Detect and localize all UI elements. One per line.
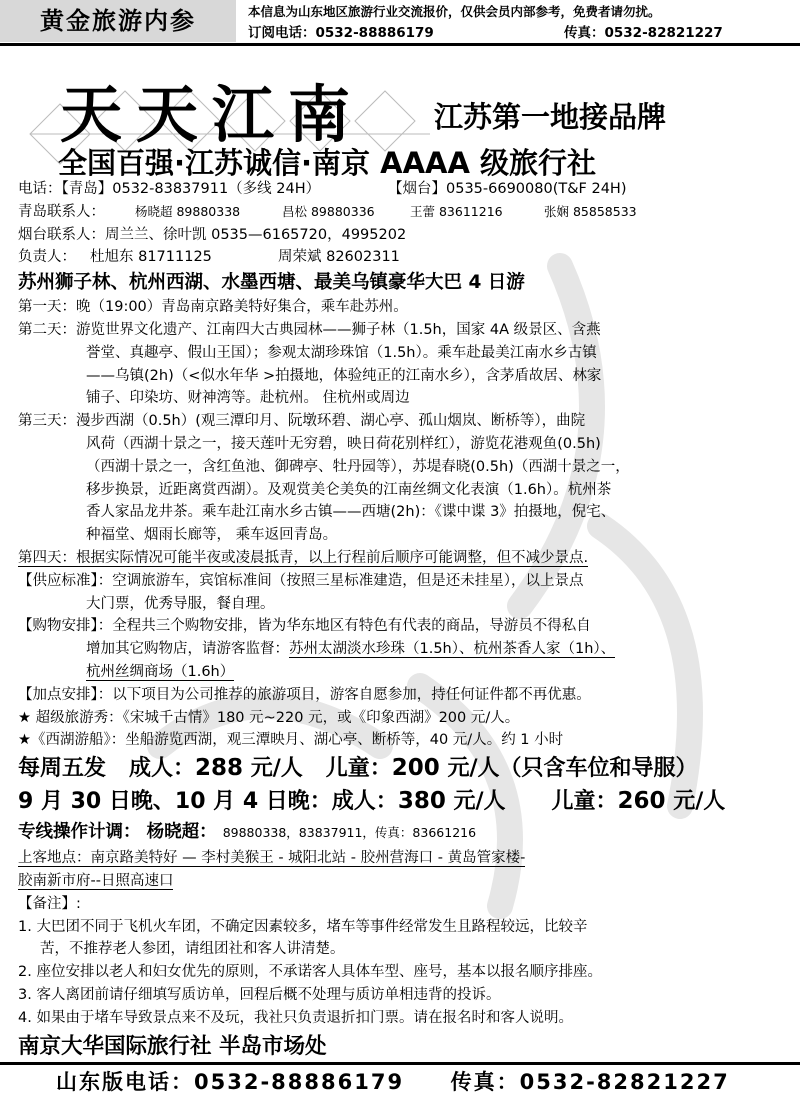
child-label: 儿童： bbox=[325, 756, 392, 782]
pickup-points bbox=[18, 847, 793, 893]
day4 bbox=[18, 547, 793, 570]
standard-line: 大门票，优秀导服，餐自理。 bbox=[86, 595, 275, 612]
price-unit: 元/人 bbox=[453, 789, 506, 815]
note-item: 1. 大巴团不同于飞机火车团，不确定因素较多，堵车等事件经常发生且路程较远，比较辛 bbox=[18, 918, 588, 935]
main-content bbox=[18, 178, 793, 1064]
operator-numbers: 89880338，83837911，传真：83661216 bbox=[222, 825, 477, 841]
price-unit: 元/人 bbox=[673, 789, 726, 815]
adult-price: 288 bbox=[195, 755, 244, 782]
child-note: （只含车位和导服） bbox=[499, 756, 698, 782]
contact-yang: 杨晓超 89880338 bbox=[135, 203, 241, 219]
day2-line: 铺子、印染坊、财神湾等。赴杭州。 住杭州或周边 bbox=[86, 390, 410, 407]
header-notice: 本信息为山东地区旅游行业交流报价，仅供会员内部参考，免费者请勿扰。 bbox=[248, 4, 661, 19]
manager-zhou: 周荣斌 82602311 bbox=[278, 249, 400, 266]
day1-text: 第一天：晚（19:00）青岛南京路美特好集合，乘车赴苏州。 bbox=[18, 299, 408, 316]
extra-boat: ★《西湖游船》：坐船游览西湖，观三潭映月、湖心亭、断桥等，40 元/人。约 1 小时 bbox=[18, 732, 564, 749]
qingdao-phone: 【青岛】0532-83837911（多线 24H） bbox=[61, 181, 321, 197]
day1 bbox=[18, 296, 793, 319]
shopping-store-silk: 杭州丝绸商场（1.6h） bbox=[86, 663, 235, 680]
brand-tagline: 江苏第一地接品牌 bbox=[434, 100, 667, 134]
day3-line: 第三天：漫步西湖（0.5h）(观三潭印月、阮墩环碧、湖心亭、孤山烟岚、断桥等），曲院 bbox=[18, 413, 586, 430]
shopping-line: 【购物安排】：全程共三个购物安排，皆为华东地区有特色有代表的商品，导游员不得私自 bbox=[18, 618, 591, 635]
manager-row bbox=[18, 246, 793, 269]
day4-text: 第四天：根据实际情况可能半夜或凌晨抵青，以上行程前后顺序可能调整，但不减少景点. bbox=[18, 549, 589, 566]
yantai-contacts-label: 烟台联系人： bbox=[18, 226, 105, 243]
qingdao-contacts-label: 青岛联系人： bbox=[18, 203, 105, 220]
footer-phone: 山东版电话：0532-88886179 bbox=[56, 1070, 405, 1094]
operator-row bbox=[18, 818, 793, 847]
extras bbox=[18, 684, 793, 752]
note-item: 2. 座位安排以老人和妇女优先的原则，不承诺客人具体车型、座号，基本以报名顺序排座。 bbox=[18, 964, 602, 981]
holiday-price bbox=[18, 785, 793, 818]
day3-line: 香人家品龙井茶。乘车赴江南水乡古镇——西塘(2h)：《谍中谍 3》拍摄地，倪宅、 bbox=[86, 504, 616, 521]
day3-line: （西湖十景之一，含红鱼池、御碑亭、牡丹园等），苏堤春晓(0.5h)（西湖十景之一， bbox=[86, 458, 630, 475]
day3 bbox=[18, 410, 793, 547]
header-bar bbox=[0, 0, 800, 42]
standard-line: 【供应标准】：空调旅游车，宾馆标准间（按照三星标准建造，但是还未挂星），以上景点 bbox=[18, 572, 584, 589]
day3-line: 移步换景，近距离赏西湖）。及观赏美仑美奂的江南丝绸文化表演（1.6h）。杭州茶 bbox=[86, 481, 612, 498]
yantai-contacts: 周兰兰、徐叶凯 0535—6165720，4995202 bbox=[105, 226, 407, 243]
operator-name: 杨晓超： bbox=[146, 822, 217, 843]
brand-title: 黄金旅游内参 bbox=[0, 0, 236, 42]
holiday-adult-price: 380 bbox=[397, 788, 446, 815]
contact-chang: 昌松 89880336 bbox=[282, 203, 375, 219]
weekly-price bbox=[18, 752, 793, 785]
shopping-stores: 苏州太湖淡水珍珠（1.5h）、杭州茶香人家（1h）、 bbox=[289, 641, 616, 658]
holiday-label: 9 月 30 日晚、10 月 4 日晚：成人： bbox=[18, 789, 398, 815]
pickup-line: 胶南新市府--日照高速口 bbox=[18, 872, 174, 889]
notes-label: 【备注】: bbox=[18, 895, 81, 912]
price-unit: 元/人 bbox=[447, 756, 500, 782]
phone-row bbox=[18, 178, 793, 201]
holiday-child-label: 儿童： bbox=[551, 789, 618, 815]
main-headline: 天天江南 bbox=[60, 78, 365, 151]
note-item: 苦，不推荐老人参团，请组团社和客人讲清楚。 bbox=[40, 941, 345, 958]
header-contact bbox=[248, 21, 723, 41]
tour-title: 苏州狮子林、杭州西湖、水墨西塘、最美乌镇豪华大巴 4 日游 bbox=[18, 272, 525, 294]
yantai-contacts-row bbox=[18, 224, 793, 247]
note-item: 3. 客人离团前请仔细填写质访单，回程后概不处理与质访单相违背的投诉。 bbox=[18, 986, 501, 1003]
day3-line: 种福堂、烟雨长廊等， 乘车返回青岛。 bbox=[86, 527, 338, 544]
qingdao-contacts-row bbox=[18, 201, 793, 224]
notes bbox=[18, 893, 793, 1030]
extra-show: ★ 超级旅游秀：《宋城千古情》180 元~220 元，或《印象西湖》200 元/人。 bbox=[18, 709, 520, 726]
yantai-phone: 【烟台】0535-6690080(T&F 24H) bbox=[388, 181, 627, 197]
footer-contact bbox=[56, 1066, 730, 1096]
adult-label: 成人： bbox=[129, 756, 196, 782]
note-item: 4. 如果由于堵车导致景点来不及玩，我社只负责退折扣门票。请在报名时和客人说明。 bbox=[18, 1009, 573, 1026]
weekly-label: 每周五发 bbox=[18, 756, 107, 782]
price-unit: 元/人 bbox=[250, 756, 303, 782]
extras-line: 【加点安排】：以下项目为公司推荐的旅游项目，游客自愿参加，持任何证件都不再优惠。 bbox=[18, 686, 591, 703]
day2 bbox=[18, 319, 793, 410]
subscribe-phone: 订阅电话：0532-88886179 bbox=[248, 25, 434, 41]
contact-wang: 王蕾 83611216 bbox=[410, 203, 503, 219]
holiday-child-price: 260 bbox=[617, 788, 666, 815]
shopping-arrangement bbox=[18, 615, 793, 683]
pickup-line: 上客地点：南京路美特好 — 李村美猴王 - 城阳北站 - 胶州营海口 - 黄岛管家楼- bbox=[18, 850, 526, 867]
child-price: 200 bbox=[391, 755, 440, 782]
footer-fax: 传真：0532-82821227 bbox=[450, 1070, 730, 1094]
manager-label: 负责人： bbox=[18, 249, 76, 266]
supply-standard bbox=[18, 570, 793, 616]
shopping-line: 增加其它购物店，请游客监督： bbox=[86, 641, 289, 658]
day2-line: 誉堂、真趣亭、假山王国）；参观太湖珍珠馆（1.5h）。乘车赴最美江南水乡古镇 bbox=[86, 344, 597, 361]
day3-line: 风荷（西湖十景之一，接天莲叶无穷碧，映日荷花别样红），游览花港观鱼(0.5h) bbox=[86, 435, 601, 452]
company-name: 南京大华国际旅行社 半岛市场处 bbox=[18, 1033, 327, 1059]
manager-du: 杜旭东 81711125 bbox=[90, 249, 212, 266]
operator-label: 专线操作计调： bbox=[18, 822, 141, 843]
phone-label: 电话： bbox=[18, 181, 62, 197]
day2-line: 第二天：游览世界文化遗产、江南四大古典园林——狮子林（1.5h，国家 4A 级景区、含燕 bbox=[18, 321, 601, 338]
company-subtitle: 全国百强·江苏诚信·南京 AAAA 级旅行社 bbox=[58, 146, 597, 180]
day2-line: ——乌镇(2h)（<似水年华 >拍摄地，体验纯正的江南水乡），含茅盾故居、林家 bbox=[86, 367, 602, 384]
header-divider bbox=[0, 43, 800, 46]
header-fax: 传真：0532-82821227 bbox=[564, 25, 723, 41]
contact-zhang: 张娴 85858533 bbox=[544, 203, 637, 219]
